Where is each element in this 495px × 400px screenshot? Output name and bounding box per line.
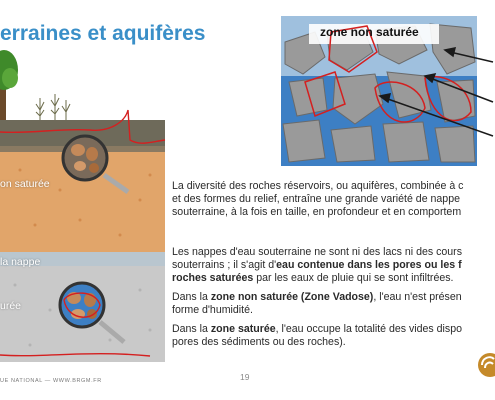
page-number: 19 bbox=[240, 372, 250, 382]
paragraph-1-line-2: et des formes du relief, entraîne une grande variété de nappe bbox=[172, 193, 460, 205]
saturated-zone-label: urée bbox=[0, 300, 22, 312]
brgm-logo-icon bbox=[476, 352, 495, 378]
cross-section-diagram bbox=[0, 50, 170, 370]
paragraph-4-line-1: Dans la zone saturée, l'eau occupe la totalité des vides dispo bbox=[172, 323, 462, 335]
paragraph-3-line-1: Dans la zone non saturée (Zone Vadose), l'eau n'est présen bbox=[172, 291, 462, 303]
zone-non-saturee-label: zone non saturée bbox=[320, 25, 419, 39]
paragraph-1-line-1: La diversité des roches réservoirs, ou aquifères, combinée à c bbox=[172, 180, 464, 192]
paragraph-4-line-2: pores des sédiments ou des roches). bbox=[172, 336, 346, 348]
paragraph-2-line-2: souterrains ; il s'agit d'eau contenue dans les pores ou les f bbox=[172, 259, 462, 271]
paragraph-3-line-2: forme d'humidité. bbox=[172, 304, 253, 316]
paragraph-1-line-3: souterraine, à la fois en taille, en profondeur et en comportem bbox=[172, 206, 462, 218]
slide-title: erraines et aquifères bbox=[0, 22, 206, 45]
paragraph-2-line-1: Les nappes d'eau souterraine ne sont ni des lacs ni des cours bbox=[172, 246, 463, 258]
unsaturated-zone-label: on saturée bbox=[0, 178, 50, 190]
paragraph-2-line-3: roches saturées par les eaux de pluie qui se sont infiltrées. bbox=[172, 272, 454, 284]
footer-text: UE NATIONAL — WWW.BRGM.FR bbox=[0, 378, 102, 384]
water-table-label: la nappe bbox=[0, 256, 41, 268]
